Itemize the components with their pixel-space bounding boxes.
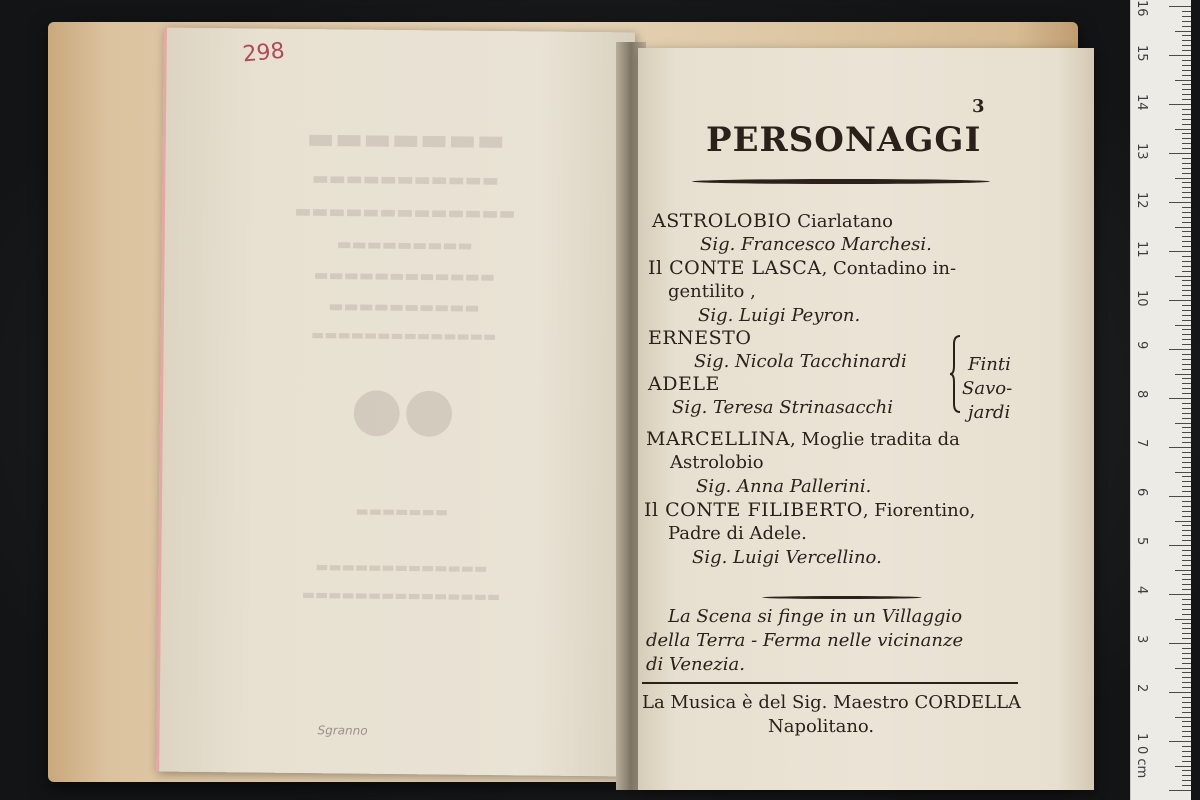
section-divider-rule xyxy=(762,596,922,599)
ruler-minor-tick xyxy=(1182,609,1191,610)
ruler-tick xyxy=(1169,643,1191,644)
ruler-minor-tick xyxy=(1175,129,1191,130)
ruler-minor-tick xyxy=(1182,712,1191,713)
ruler-minor-tick xyxy=(1182,525,1191,526)
ruler-minor-tick xyxy=(1182,344,1191,345)
ruler-minor-tick xyxy=(1175,227,1191,228)
ruler-label: 5 xyxy=(1134,537,1149,546)
ruler-minor-tick xyxy=(1182,65,1191,66)
ruler-minor-tick xyxy=(1182,207,1191,208)
cast-entry-singer: Sig. Francesco Marchesi. xyxy=(700,234,932,255)
cast-entry-singer: Sig. Luigi Peyron. xyxy=(698,305,861,326)
ruler-label: 11 xyxy=(1134,241,1149,258)
ruler-minor-tick xyxy=(1182,687,1191,688)
ruler-minor-tick xyxy=(1182,476,1191,477)
ruler-minor-tick xyxy=(1182,70,1191,71)
ruler-minor-tick xyxy=(1182,648,1191,649)
ruler-minor-tick xyxy=(1175,717,1191,718)
ruler-minor-tick xyxy=(1175,178,1191,179)
cast-entry-singer: Sig. Teresa Strinasacchi xyxy=(672,397,893,418)
ruler-minor-tick xyxy=(1182,726,1191,727)
ruler-minor-tick xyxy=(1175,325,1191,326)
ruler-minor-tick xyxy=(1182,418,1191,419)
ruler-minor-tick xyxy=(1175,374,1191,375)
ruler-minor-tick xyxy=(1182,378,1191,379)
brace-note-line: jardi xyxy=(968,402,1011,423)
ruler-minor-tick xyxy=(1182,658,1191,659)
ruler-tick xyxy=(1169,202,1191,203)
ruler-minor-tick xyxy=(1182,339,1191,340)
music-credit-line: Napolitano. xyxy=(768,716,875,737)
music-credit-line: La Musica è del Sig. Maestro CORDELLA xyxy=(642,692,1022,713)
ruler-minor-tick xyxy=(1182,413,1191,414)
ruler-tick xyxy=(1169,790,1191,791)
ruler-minor-tick xyxy=(1182,702,1191,703)
ruler-minor-tick xyxy=(1175,521,1191,522)
ruler-minor-tick xyxy=(1182,138,1191,139)
ruler-minor-tick xyxy=(1182,84,1191,85)
ruler-minor-tick xyxy=(1182,45,1191,46)
ruler-minor-tick xyxy=(1182,599,1191,600)
ruler-minor-tick xyxy=(1182,457,1191,458)
ruler-minor-tick xyxy=(1182,21,1191,22)
ruler-minor-tick xyxy=(1182,462,1191,463)
ruler-label: 15 xyxy=(1134,45,1149,62)
ruler-minor-tick xyxy=(1182,187,1191,188)
ruler-minor-tick xyxy=(1182,780,1191,781)
cast-entry-singer: Sig. Nicola Tacchinardi xyxy=(694,351,907,372)
brace-note-line: Finti xyxy=(968,354,1011,375)
curly-brace-icon xyxy=(950,334,962,414)
cast-entry-role: ASTROLOBIO Ciarlatano xyxy=(652,210,894,232)
page-title: PERSONAGGI xyxy=(706,120,982,160)
ruler-minor-tick xyxy=(1175,668,1191,669)
ruler-tick xyxy=(1169,349,1191,350)
ruler-minor-tick xyxy=(1182,560,1191,561)
ruler-label: 9 xyxy=(1134,341,1149,350)
ruler-minor-tick xyxy=(1175,423,1191,424)
ruler-minor-tick xyxy=(1182,241,1191,242)
credit-divider-rule xyxy=(642,682,1018,684)
cast-entry-role-continued: Astrolobio xyxy=(670,452,764,473)
ruler-minor-tick xyxy=(1182,124,1191,125)
ruler-tick xyxy=(1169,104,1191,105)
cast-entry-role: Il CONTE FILIBERTO, Fiorentino, xyxy=(644,499,976,521)
ruler-minor-tick xyxy=(1175,31,1191,32)
ruler-label: 3 xyxy=(1134,635,1149,644)
ruler-minor-tick xyxy=(1182,320,1191,321)
ruler-label: 1 xyxy=(1134,733,1149,742)
ruler-minor-tick xyxy=(1182,565,1191,566)
ruler-minor-tick xyxy=(1182,329,1191,330)
ruler-minor-tick xyxy=(1182,540,1191,541)
ruler-minor-tick xyxy=(1182,408,1191,409)
ruler-label: 2 xyxy=(1134,684,1149,693)
ruler-minor-tick xyxy=(1175,619,1191,620)
ruler-minor-tick xyxy=(1175,570,1191,571)
ruler-minor-tick xyxy=(1182,516,1191,517)
cast-entry-role-continued: gentilito , xyxy=(668,281,756,302)
ruler-minor-tick xyxy=(1182,653,1191,654)
ruler-minor-tick xyxy=(1182,11,1191,12)
ruler-tick xyxy=(1169,6,1191,7)
ruler-minor-tick xyxy=(1182,491,1191,492)
brace-note-line: Savo- xyxy=(962,378,1013,399)
ruler-tick xyxy=(1169,447,1191,448)
ruler-minor-tick xyxy=(1182,721,1191,722)
ruler-minor-tick xyxy=(1182,442,1191,443)
ruler-minor-tick xyxy=(1182,756,1191,757)
ruler-minor-tick xyxy=(1182,182,1191,183)
ruler-minor-tick xyxy=(1182,501,1191,502)
ruler-minor-tick xyxy=(1182,94,1191,95)
ruler-minor-tick xyxy=(1182,663,1191,664)
ruler-minor-tick xyxy=(1182,403,1191,404)
ruler-minor-tick xyxy=(1182,310,1191,311)
ruler-minor-tick xyxy=(1182,133,1191,134)
ruler-minor-tick xyxy=(1182,231,1191,232)
ruler-minor-tick xyxy=(1182,168,1191,169)
ruler-minor-tick xyxy=(1182,770,1191,771)
cast-entry-singer: Sig. Anna Pallerini. xyxy=(696,476,872,497)
ruler-label: 8 xyxy=(1134,390,1149,399)
ruler-minor-tick xyxy=(1175,472,1191,473)
ruler-minor-tick xyxy=(1182,75,1191,76)
scene-note-line: della Terra - Ferma nelle vicinanze xyxy=(646,630,964,651)
ruler-minor-tick xyxy=(1182,707,1191,708)
ruler-tick xyxy=(1169,251,1191,252)
ruler-label: 10 xyxy=(1134,290,1149,307)
ruler-minor-tick xyxy=(1182,119,1191,120)
scene-note-line: La Scena si finge in un Villaggio xyxy=(668,606,963,627)
ruler-minor-tick xyxy=(1182,486,1191,487)
ruler-minor-tick xyxy=(1182,158,1191,159)
ruler-minor-tick xyxy=(1182,99,1191,100)
ruler-tick xyxy=(1169,741,1191,742)
scene-note-line: di Venezia. xyxy=(646,654,745,675)
ruler-minor-tick xyxy=(1182,40,1191,41)
ruler-minor-tick xyxy=(1182,633,1191,634)
show-through-text: ▬▬▬▬▬▬▬ ▬▬▬▬▬▬▬▬▬▬▬ ▬▬▬▬▬▬▬▬▬▬▬▬▬ ▬▬▬▬▬▬▬▬▬ ▬▬▬▬▬▬▬▬▬▬▬▬ ▬▬▬▬▬▬▬▬▬▬ ▬▬▬▬▬▬▬▬▬▬▬▬▬▬ ●● ▬▬▬▬▬▬▬ ▬▬▬▬▬▬▬▬▬▬▬▬▬ ▬▬▬▬▬▬▬▬▬▬▬▬▬▬▬ xyxy=(294,121,516,606)
ruler-minor-tick xyxy=(1182,364,1191,365)
ruler-minor-tick xyxy=(1182,192,1191,193)
ruler-minor-tick xyxy=(1182,16,1191,17)
ruler-minor-tick xyxy=(1182,290,1191,291)
ruler-minor-tick xyxy=(1182,614,1191,615)
ruler-minor-tick xyxy=(1182,148,1191,149)
ruler-tick xyxy=(1169,398,1191,399)
ruler-minor-tick xyxy=(1182,677,1191,678)
ruler-label: 0 cm xyxy=(1134,746,1149,779)
ruler-minor-tick xyxy=(1182,638,1191,639)
measuring-ruler xyxy=(1130,0,1191,800)
ruler-minor-tick xyxy=(1182,222,1191,223)
ruler-minor-tick xyxy=(1182,266,1191,267)
ruler-label: 13 xyxy=(1134,143,1149,160)
ruler-minor-tick xyxy=(1182,506,1191,507)
ruler-minor-tick xyxy=(1182,697,1191,698)
cast-entry-role: MARCELLINA, Moglie tradita da xyxy=(646,428,960,450)
ruler-minor-tick xyxy=(1182,359,1191,360)
left-page xyxy=(156,28,635,777)
ruler-minor-tick xyxy=(1182,114,1191,115)
book-cover-board xyxy=(48,22,1078,782)
ruler-minor-tick xyxy=(1182,383,1191,384)
ruler-minor-tick xyxy=(1182,26,1191,27)
ruler-minor-tick xyxy=(1182,589,1191,590)
pencil-signature: Sgranno xyxy=(317,723,368,738)
ruler-label: 4 xyxy=(1134,586,1149,595)
ruler-label: 14 xyxy=(1134,94,1149,111)
ruler-minor-tick xyxy=(1182,432,1191,433)
ruler-tick xyxy=(1169,496,1191,497)
ruler-minor-tick xyxy=(1182,197,1191,198)
ruler-minor-tick xyxy=(1182,574,1191,575)
ruler-minor-tick xyxy=(1182,555,1191,556)
ruler-minor-tick xyxy=(1182,682,1191,683)
ruler-minor-tick xyxy=(1182,236,1191,237)
ruler-minor-tick xyxy=(1182,388,1191,389)
ruler-minor-tick xyxy=(1182,535,1191,536)
ruler-minor-tick xyxy=(1182,89,1191,90)
ruler-minor-tick xyxy=(1182,746,1191,747)
ruler-minor-tick xyxy=(1182,369,1191,370)
ruler-label: 6 xyxy=(1134,488,1149,497)
cast-entry-role: Il CONTE LASCA, Contadino in- xyxy=(648,257,957,279)
ruler-minor-tick xyxy=(1182,775,1191,776)
ruler-minor-tick xyxy=(1182,511,1191,512)
ruler-minor-tick xyxy=(1182,109,1191,110)
ruler-minor-tick xyxy=(1182,550,1191,551)
ruler-tick xyxy=(1169,55,1191,56)
ruler-minor-tick xyxy=(1182,143,1191,144)
ruler-label: 12 xyxy=(1134,192,1149,209)
ruler-minor-tick xyxy=(1182,628,1191,629)
title-ornament-rule xyxy=(692,179,990,184)
ruler-tick xyxy=(1169,300,1191,301)
ruler-tick xyxy=(1169,545,1191,546)
ruler-minor-tick xyxy=(1182,305,1191,306)
ruler-minor-tick xyxy=(1182,584,1191,585)
ruler-minor-tick xyxy=(1182,579,1191,580)
ruler-minor-tick xyxy=(1182,731,1191,732)
ruler-minor-tick xyxy=(1182,50,1191,51)
ruler-minor-tick xyxy=(1182,427,1191,428)
cast-entry-role: ADELE xyxy=(648,373,720,395)
ruler-minor-tick xyxy=(1182,761,1191,762)
ruler-tick xyxy=(1169,153,1191,154)
ruler-minor-tick xyxy=(1182,334,1191,335)
ruler-minor-tick xyxy=(1182,271,1191,272)
ruler-minor-tick xyxy=(1175,80,1191,81)
ruler-minor-tick xyxy=(1182,295,1191,296)
ruler-minor-tick xyxy=(1182,246,1191,247)
ruler-minor-tick xyxy=(1182,217,1191,218)
cast-entry-role-continued: Padre di Adele. xyxy=(668,523,807,544)
ruler-minor-tick xyxy=(1182,261,1191,262)
ruler-minor-tick xyxy=(1182,530,1191,531)
ruler-tick xyxy=(1169,692,1191,693)
ruler-minor-tick xyxy=(1182,604,1191,605)
ruler-minor-tick xyxy=(1175,766,1191,767)
page-number: 3 xyxy=(972,96,985,117)
cast-entry-role: ERNESTO xyxy=(648,327,752,349)
ruler-minor-tick xyxy=(1182,452,1191,453)
ruler-minor-tick xyxy=(1182,60,1191,61)
ruler-minor-tick xyxy=(1182,285,1191,286)
ruler-minor-tick xyxy=(1182,163,1191,164)
ruler-label: 7 xyxy=(1134,439,1149,448)
ruler-minor-tick xyxy=(1182,736,1191,737)
ruler-minor-tick xyxy=(1182,315,1191,316)
ruler-minor-tick xyxy=(1182,393,1191,394)
pencil-annotation: 298 xyxy=(241,38,286,68)
ruler-minor-tick xyxy=(1182,354,1191,355)
ruler-minor-tick xyxy=(1182,672,1191,673)
ruler-minor-tick xyxy=(1182,35,1191,36)
cast-entry-singer: Sig. Luigi Vercellino. xyxy=(692,547,882,568)
ruler-label: 16 xyxy=(1134,0,1149,17)
ruler-minor-tick xyxy=(1182,751,1191,752)
right-page xyxy=(638,48,1094,790)
ruler-minor-tick xyxy=(1182,173,1191,174)
ruler-minor-tick xyxy=(1175,276,1191,277)
ruler-minor-tick xyxy=(1182,467,1191,468)
ruler-minor-tick xyxy=(1182,437,1191,438)
ruler-minor-tick xyxy=(1182,212,1191,213)
ruler-minor-tick xyxy=(1182,481,1191,482)
ruler-minor-tick xyxy=(1182,256,1191,257)
ruler-tick xyxy=(1169,594,1191,595)
ruler-minor-tick xyxy=(1182,623,1191,624)
ruler-minor-tick xyxy=(1182,785,1191,786)
ruler-minor-tick xyxy=(1182,280,1191,281)
